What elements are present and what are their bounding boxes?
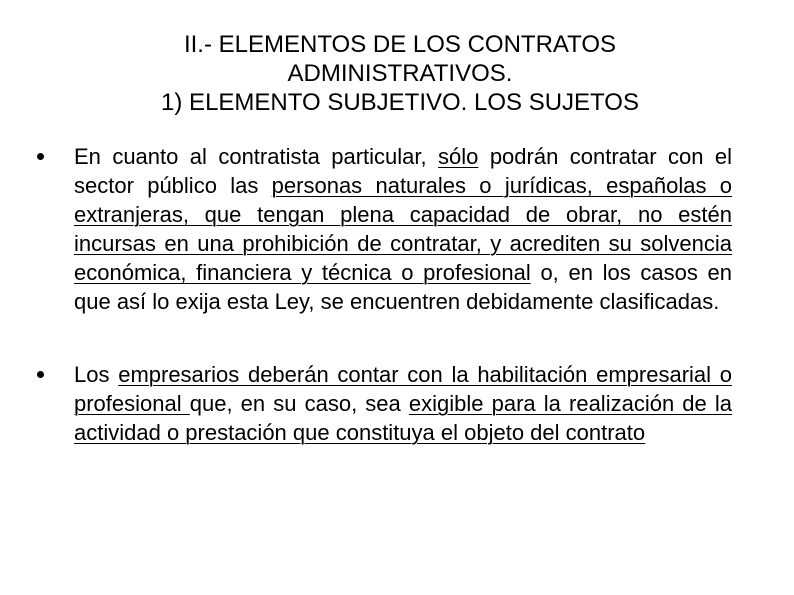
bullet-segment: podrán contratar con el sector público las [74,144,732,198]
title-line-3: 1) ELEMENTO SUBJETIVO. LOS SUJETOS [161,89,639,116]
bullet-item [74,360,732,447]
bullet-segment: que, en su caso, sea [189,391,409,416]
bullet-segment-underlined: sólo [438,144,479,169]
bullet-segment: En cuanto al contratista particular, [74,144,439,169]
slide-title [60,30,740,117]
title-line-2: ADMINISTRATIVOS. [287,60,513,87]
bullet-dot-icon [37,371,44,378]
bullet-segment-underlined: exigible para la realización de la actividad o prestación que constituya el objeto del contrato [74,391,732,445]
bullet-item [74,142,732,316]
bullet-segment-underlined: personas naturales o jurídicas, españolas o extranjeras, que tengan plena capacidad de obrar, no estén incursas en una prohibición de contratar, y acrediten su solvencia económica, financiera y técnica o profesional [74,173,732,285]
title-line-1: II.- ELEMENTOS DE LOS CONTRATOS [183,31,617,58]
bullet-segment: o, en los casos en que así lo exija esta Ley, se encuentren debidamente clasificadas. [74,260,732,314]
bullet-segment-underlined: empresarios deberán contar con la habilitación empresarial o profesional [74,362,733,416]
bullet-dot-icon [37,153,44,160]
bullet-segment: Los [74,362,119,387]
